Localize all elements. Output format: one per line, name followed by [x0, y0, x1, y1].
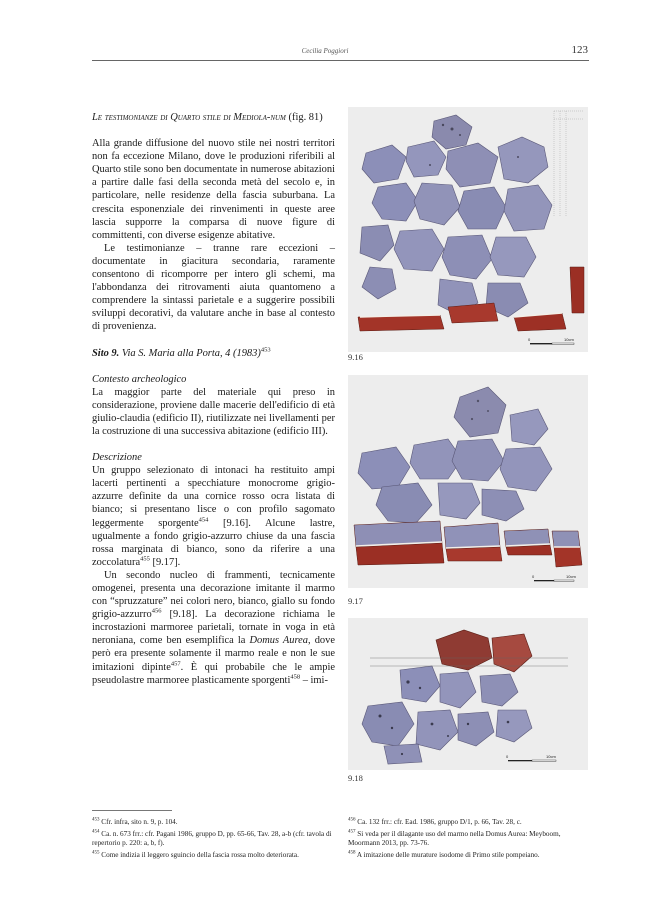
footnotes-right: [348, 818, 589, 862]
scale-end-918: 10cm: [546, 754, 556, 759]
scale-end-917: 10cm: [566, 574, 576, 579]
fresco-fragments-918: [348, 618, 588, 770]
scale-end-916: 10cm: [564, 337, 574, 342]
page-number: 123: [571, 44, 588, 56]
scale-zero-916: 0: [528, 337, 531, 342]
figure-9-18-photo: [348, 618, 588, 770]
footnote-456: $^{456}$ Ca. 132 frr.: cfr. Ead. 1986, gruppo D/1, p. 66, Tav. 28, c.: [348, 817, 522, 826]
figure-9-17-caption: 9.17: [348, 596, 363, 606]
footnote-rule: [92, 810, 172, 811]
figure-9-16-photo: [348, 107, 588, 352]
footnote-453: $^{453}$ Cfr. infra, sito n. 9, p. 104.: [92, 817, 178, 826]
fresco-fragments-917: [348, 375, 588, 588]
footnote-454: $^{454}$ Ca. n. 673 frr.: cfr. Pagani 1986, gruppo D, pp. 65-66, Tav. 28, a-b (cfr. tavola di repertorio p. 220: a, b, f).: [92, 829, 332, 848]
footnotes-left: [92, 818, 335, 862]
site-heading: Sito 9. Via S. Maria alla Porta, 4 $(1983)^{453}$: [92, 346, 271, 359]
main-text-column: [92, 111, 335, 687]
figure-9-18-caption: 9.18: [348, 773, 363, 783]
descrizione-heading: Descrizione: [92, 452, 142, 464]
contesto-paragraph: La maggior parte del materiale qui preso in considerazione, proviene dalle macerie dell'edificio di età giulio-claudia (edificio II), riutilizzate nei livellamenti per la costruzione di una successiva abitazione (edificio III).: [92, 386, 335, 437]
section-title: Le testimonianze di Quarto stile di Mediola-num (fig. 81): [92, 112, 323, 123]
paragraph-2: Le testimonianze – tranne rare eccezioni – documentate in giacitura secondaria, raramente consentono di ricomporre per intero gli schemi, ma l'abbondanza dei ritrovamenti aiuta quantomeno a comprendere la sintassi parietale e a suggerire possibili sviluppi decorativi, da valutare anche in base al contesto di provenienza.: [92, 242, 335, 333]
figure-9-17-photo: [348, 375, 588, 588]
footnote-455: $^{455}$ Come indizia il leggero sguincio della fascia rossa molto deteriorata.: [92, 850, 299, 859]
contesto-heading: Contesto archeologico: [92, 373, 187, 385]
fresco-fragments-916: [348, 107, 588, 352]
header-rule: [92, 60, 589, 61]
descrizione-paragraph-1: Un gruppo selezionato di intonaci ha restituito ampi lacerti pertinenti a specchiature monocrome grigio-azzurre definite da una cornice rosso ocra listata di bianco; si presentano lisce o con profilo sagomato leggermente sporgente$^{454}$ [9.16]. Alcune lastre, ugualmente a fondo grigio-azzurro chiuse da una fascia rossa marginata di bianco, sono da riferire a una zoccolatura$^{455}$ [9.17].: [92, 465, 335, 568]
scale-zero-917: 0: [532, 574, 535, 579]
paragraph-1: Alla grande diffusione del nuovo stile nei nostri territori non fa eccezione Milano, dove le produzioni riferibili al Quarto stile sono ben documentate in numerose abitazioni a partire dalle fasi della seconda metà del secolo e, in particolare, nelle residenze della fascia suburbana. La crescita esponenziale dei rinvenimenti in queste aree lascia supporre la comparsa di nuove figure di committenti, con diverse esigenze abitative.: [92, 138, 335, 241]
scale-zero-918: 0: [506, 754, 509, 759]
footnote-457: $^{457}$ Si veda per il dilagante uso del marmo nella Domus Aurea: Meyboom, Moormann 2013, pp. 73-76.: [348, 829, 561, 848]
running-head: Cecilia Poggiori: [301, 47, 349, 55]
footnote-458: $^{458}$ A imitazione delle murature isodome di Primo stile pompeiano.: [348, 850, 540, 859]
descrizione-paragraph-2: Un secondo nucleo di frammenti, tecnicamente omogenei, presenta una decorazione imitante il marmo con “spruzzature” nei colori nero, bianco, giallo su fondo grigio-azzurro$^{456}$ [9.18]. La decorazione richiama le incrostazioni marmoree parietali, tornate in voga in età neroniana, come ben esemplifica la Domus Aurea, dove però era presente solamente il marmo reale e non le sue imitazioni dipinte$^{457}$. È qui probabile che le ampie pseudolastre marmoree plasticamente sporgenti$^{458}$ – imi-: [92, 569, 335, 686]
figure-9-16-caption: 9.16: [348, 352, 363, 362]
